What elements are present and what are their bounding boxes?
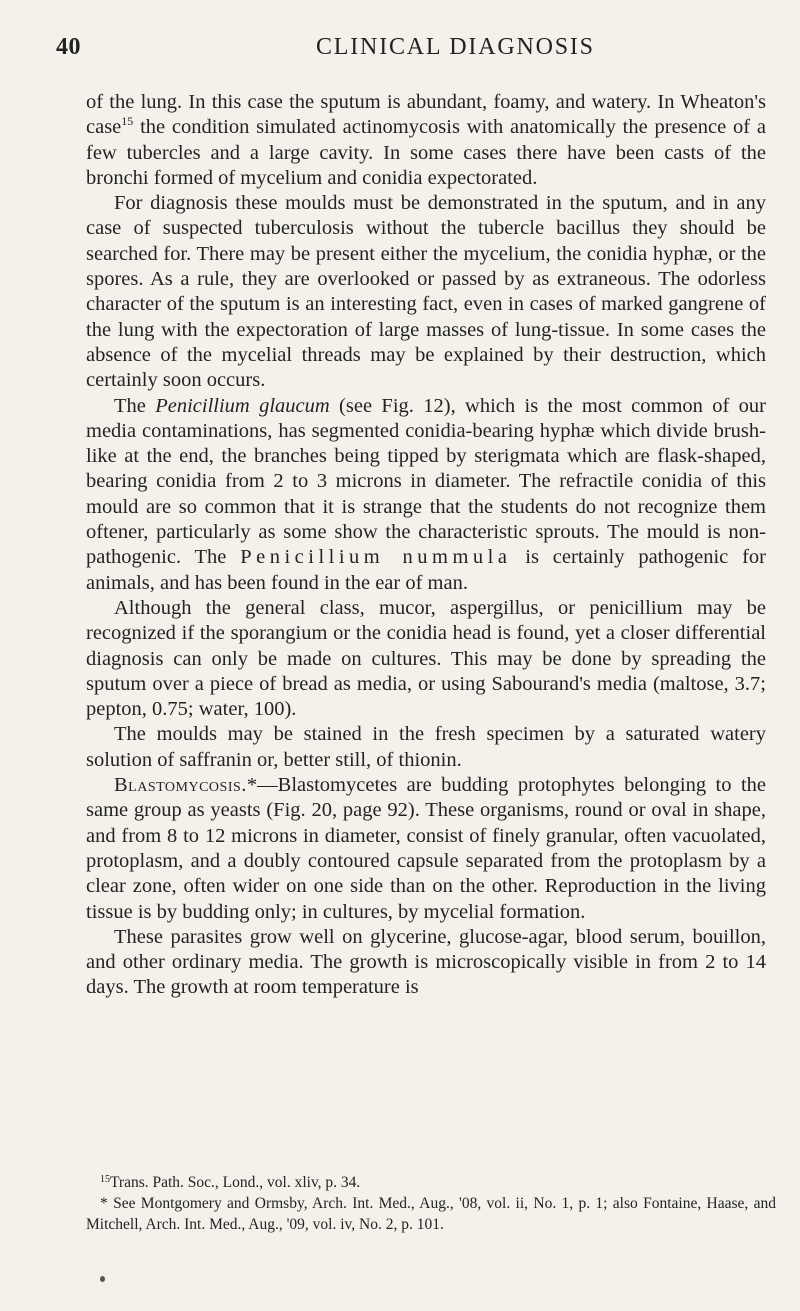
paragraph: These parasites grow well on glycerine, glucose-agar, blood serum, bouillon, and other ordinary media. The growth is microscopically visible in from 2 to 14 days. The growth at room temperature is [86,925,766,999]
text-run: of the lung. In this case the sputum is abundant, foamy, and watery. In Wheaton's case [86,91,766,139]
paragraph [86,394,766,596]
body-text [86,90,766,1001]
text-run: —Blastomycetes are budding protophytes belonging to the same group as yeasts (Fig. 20, page 92). These organisms, round or oval in shape, and from 8 to 12 microns in diameter, consist of finely granular, often vacuolated, protoplasm, and a doubly contoured capsule separated from the protoplasm by a clear zone, often wider on one side than on the other. Reproduction in the living tissue is by budding only; in cultures, by mycelial formation. [86,774,766,923]
page-number: 40 [56,34,81,60]
footnotes [86,1172,776,1235]
species-name: Penicillium glaucum [155,394,330,417]
footnote-text: See Montgomery and Ormsby, Arch. Int. Med., Aug., '08, vol. ii, No. 1, p. 1; also Fontaine, Haase, and Mitchell, Arch. Int. Med., Aug., '09, vol. iv, No. 2, p. 101. [86,1195,776,1233]
section-heading: Blastomycosis. [114,774,247,797]
footnote-ref: * [246,774,258,797]
paragraph [86,773,766,925]
footnote-ref: 15 [121,114,134,129]
paragraph: Although the general class, mucor, aspergillus, or penicillium may be recognized if the sporangium or the conidia head is found, yet a closer differential diagnosis can only be made on cultures. This may be done by spreading the sputum over a piece of bread as media, or using Sabourand's media (maltose, 3.7; pepton, 0.75; water, 100). [86,596,766,721]
running-head: CLINICAL DIAGNOSIS [316,34,595,60]
text-run: (see Fig. 12), which is the most common of our media contaminations, has segmented conidia-bearing hyphæ which divide brush-like at the end, the branches being tipped by sterigmata which are flask-shaped, bearing conidia from 2 to 3 microns in diameter. The refractile conidia of this mould are so common that it is strange that the students do not recognize them oftener, particularly as some show the characteristic sprouts. The mould is non-pathogenic. The [86,394,766,569]
paragraph: For diagnosis these moulds must be demonstrated in the sputum, and in any case of suspected tuberculosis without the tubercle bacillus they should be searched for. There may be present either the mycelium, the conidia hyphæ, or the spores. As a rule, they are overlooked or passed by as extraneous. The odorless character of the sputum is an interesting fact, even in cases of marked gangrene of the lung with the expectoration of large masses of lung-tissue. In some cases the absence of the mycelial threads may be explained by their destruction, which certainly soon occurs. [86,192,766,392]
text-run: The [114,394,156,417]
ink-speck [100,1276,105,1282]
footnote [86,1193,776,1235]
species-name-spaced: Penicillium nummula [240,546,512,569]
paragraph: The moulds may be stained in the fresh specimen by a saturated watery solution of saffranin or, better still, of thionin. [86,723,766,771]
footnote [86,1172,776,1193]
text-run: is certainly pathogenic for animals, and has been found in the ear of man. [86,546,766,594]
footnote-marker: 15 [100,1174,110,1185]
text-run: the condition simulated actinomycosis with anatomically the presence of a few tubercles and a large cavity. In some cases there have been casts of the bronchi formed of mycelium and conidia expectorated. [86,116,766,189]
footnote-text: Trans. Path. Soc., Lond., vol. xliv, p. 34. [110,1174,361,1191]
footnote-marker: * [100,1195,108,1212]
paragraph [86,90,766,191]
page-header [56,30,744,62]
